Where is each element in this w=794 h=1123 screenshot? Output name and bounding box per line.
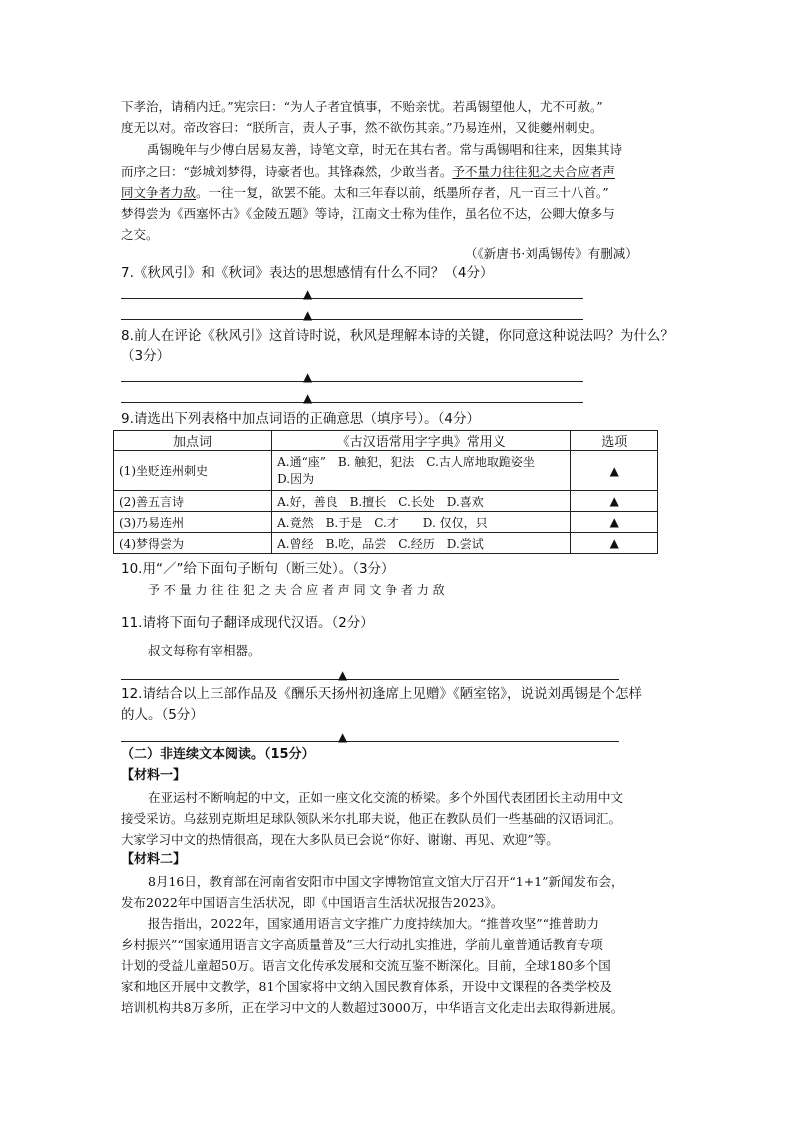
- underlined-phrase-2: 同文争者力敌: [121, 185, 197, 200]
- table-row: [114, 533, 658, 554]
- material-2-line: 发布2022年中国语言生活状况，即《中国语言生活状况报告2023》。: [121, 895, 504, 910]
- material-2-line: 报告指出，2022年，国家通用语言文字推广力度持续加大。“推普攻坚”“推普助力: [148, 916, 599, 931]
- word-meaning-table: [113, 430, 658, 554]
- question-8: 8.前人在评论《秋风引》这首诗时说，秋风是理解本诗的关键，你同意这种说法吗？为什么？: [121, 328, 674, 344]
- passage-line-5-text: 。一往一复，欲罢不能。太和三年春以前，纸墨所存者，凡一百三十八首。”: [196, 185, 609, 200]
- answer-triangle-icon: ▲: [303, 370, 313, 384]
- material-2-line: 计划的受益儿童超50万。语言文化传承发展和交流互鉴不断深化。目前，全球180多个国: [121, 958, 611, 973]
- material-1-line: 在亚运村不断响起的中文，正如一座文化交流的桥梁。多个外国代表团团长主动用中文: [148, 790, 624, 805]
- passage-line-5: [121, 185, 609, 201]
- question-10: 10.用“／”给下面句子断句（断三处）。（3分）: [121, 561, 395, 577]
- table-cell-answer[interactable]: ▲: [571, 512, 658, 533]
- table-cell-answer[interactable]: ▲: [571, 533, 658, 554]
- table-header: 选项: [571, 431, 658, 451]
- answer-line[interactable]: [121, 381, 583, 382]
- question-11-sentence: 叔文每称有宰相器。: [148, 643, 261, 658]
- answer-line[interactable]: [121, 679, 619, 680]
- table-cell-word: (3)乃易连州: [114, 512, 272, 533]
- passage-line-4-text: 而序之曰：“彭城刘梦得，诗豪者也。其锋森然，少敢当者。: [121, 164, 453, 179]
- table-cell-word: (4)梦得尝为: [114, 533, 272, 554]
- material-2-line: 培训机构共8万多所，正在学习中文的人数超过3000万，中华语言文化走出去取得新进展。: [121, 1000, 624, 1015]
- table-row: [114, 512, 658, 533]
- passage-line-4: [121, 164, 615, 180]
- material-1-title: 【材料一】: [121, 768, 187, 783]
- material-2-line: 8月16日，教育部在河南省安阳市中国文字博物馆宣文馆大厅召开“1+1”新闻发布会，: [148, 874, 624, 889]
- question-10-sentence: 予 不 量 力 往 往 犯 之 夫 合 应 者 声 同 文 争 者 力 敌: [148, 583, 445, 597]
- material-2-line: 乡村振兴”“国家通用语言文字高质量普及”三大行动扎实推进，学前儿童普通话教育专项: [121, 937, 603, 952]
- question-12: 12.请结合以上三部作品及《酬乐天扬州初逢席上见赠》《陋室铭》，说说刘禹锡是个怎样: [121, 686, 642, 702]
- table-cell-meaning: A.竟然 B.于是 C.才 D. 仅仅，只: [272, 512, 571, 533]
- table-cell-word: (1)坐贬连州刺史: [114, 451, 272, 491]
- answer-line[interactable]: [121, 741, 619, 742]
- question-7: 7.《秋风引》和《秋词》表达的思想感情有什么不同？（4分）: [121, 265, 494, 281]
- section-2-title: （二）非连续文本阅读。（15分）: [121, 747, 315, 762]
- question-9: 9.请选出下列表格中加点词语的正确意思（填序号）。（4分）: [121, 411, 480, 427]
- answer-line[interactable]: [121, 402, 583, 403]
- material-1-line: 接受采访。乌兹别克斯坦足球队领队米尔扎耶夫说，他正在教队员们一些基础的汉语词汇。: [121, 811, 622, 826]
- answer-triangle-icon: ▲: [303, 391, 313, 405]
- passage-line-2: 度无以对。帝改容曰：“朕所言，责人子事，然不欲伤其亲。”乃易连州，又徙夔州刺史。: [121, 120, 603, 135]
- material-2-title: 【材料二】: [121, 852, 187, 867]
- table-row: [114, 491, 658, 512]
- answer-line[interactable]: [121, 298, 583, 299]
- table-cell-answer[interactable]: ▲: [571, 491, 658, 512]
- passage-line-7: 之交。: [121, 227, 159, 242]
- table-header: 《古汉语常用字字典》常用义: [272, 431, 571, 451]
- answer-line[interactable]: [121, 319, 583, 320]
- question-8-score: （3分）: [121, 348, 171, 364]
- passage-source: （《新唐书·刘禹锡传》有删减）: [465, 246, 638, 261]
- table-cell-meaning: A.通“座” B. 触犯，犯法 C.古人席地取跪姿坐 D.因为: [272, 451, 571, 491]
- passage-line-3: 禹锡晚年与少傅白居易友善，诗笔文章，时无在其右者。常与禹锡唱和往来，因集其诗: [147, 142, 623, 157]
- answer-triangle-icon: ▲: [338, 668, 348, 682]
- table-cell-word: (2)善五言诗: [114, 491, 272, 512]
- table-header-row: [114, 431, 658, 451]
- question-12-score: 的人。（5分）: [121, 707, 204, 723]
- question-11: 11.请将下面句子翻译成现代汉语。（2分）: [121, 615, 374, 631]
- passage-line-6: 梦得尝为《西塞怀古》《金陵五题》等诗，江南文士称为佳作，虽名位不达，公卿大僚多与: [121, 206, 615, 221]
- table-cell-meaning: A.曾经 B.吃，品尝 C.经历 D.尝试: [272, 533, 571, 554]
- passage-line-1: 下孝治，请稍内迁。”宪宗曰：“为人子者宜慎事，不贻亲忧。若禹锡望他人，尤不可赦。”: [121, 99, 603, 114]
- material-1-line: 大家学习中文的热情很高，现在大多队员已会说“你好、谢谢、再见、欢迎”等。: [121, 832, 559, 847]
- table-cell-answer[interactable]: ▲: [571, 451, 658, 491]
- table-header: 加点词: [114, 431, 272, 451]
- table-cell-meaning: A.好，善良 B.擅长 C.长处 D.喜欢: [272, 491, 571, 512]
- underlined-phrase-1: 予不量力往往犯之夫合应者声: [452, 164, 615, 179]
- table-row: [114, 451, 658, 491]
- answer-triangle-icon: ▲: [303, 308, 313, 322]
- answer-triangle-icon: ▲: [303, 287, 313, 301]
- answer-triangle-icon: ▲: [338, 730, 348, 744]
- material-2-line: 家和地区开展中文教学，81个国家将中文纳入国民教育体系，开设中文课程的各类学校及: [121, 979, 612, 994]
